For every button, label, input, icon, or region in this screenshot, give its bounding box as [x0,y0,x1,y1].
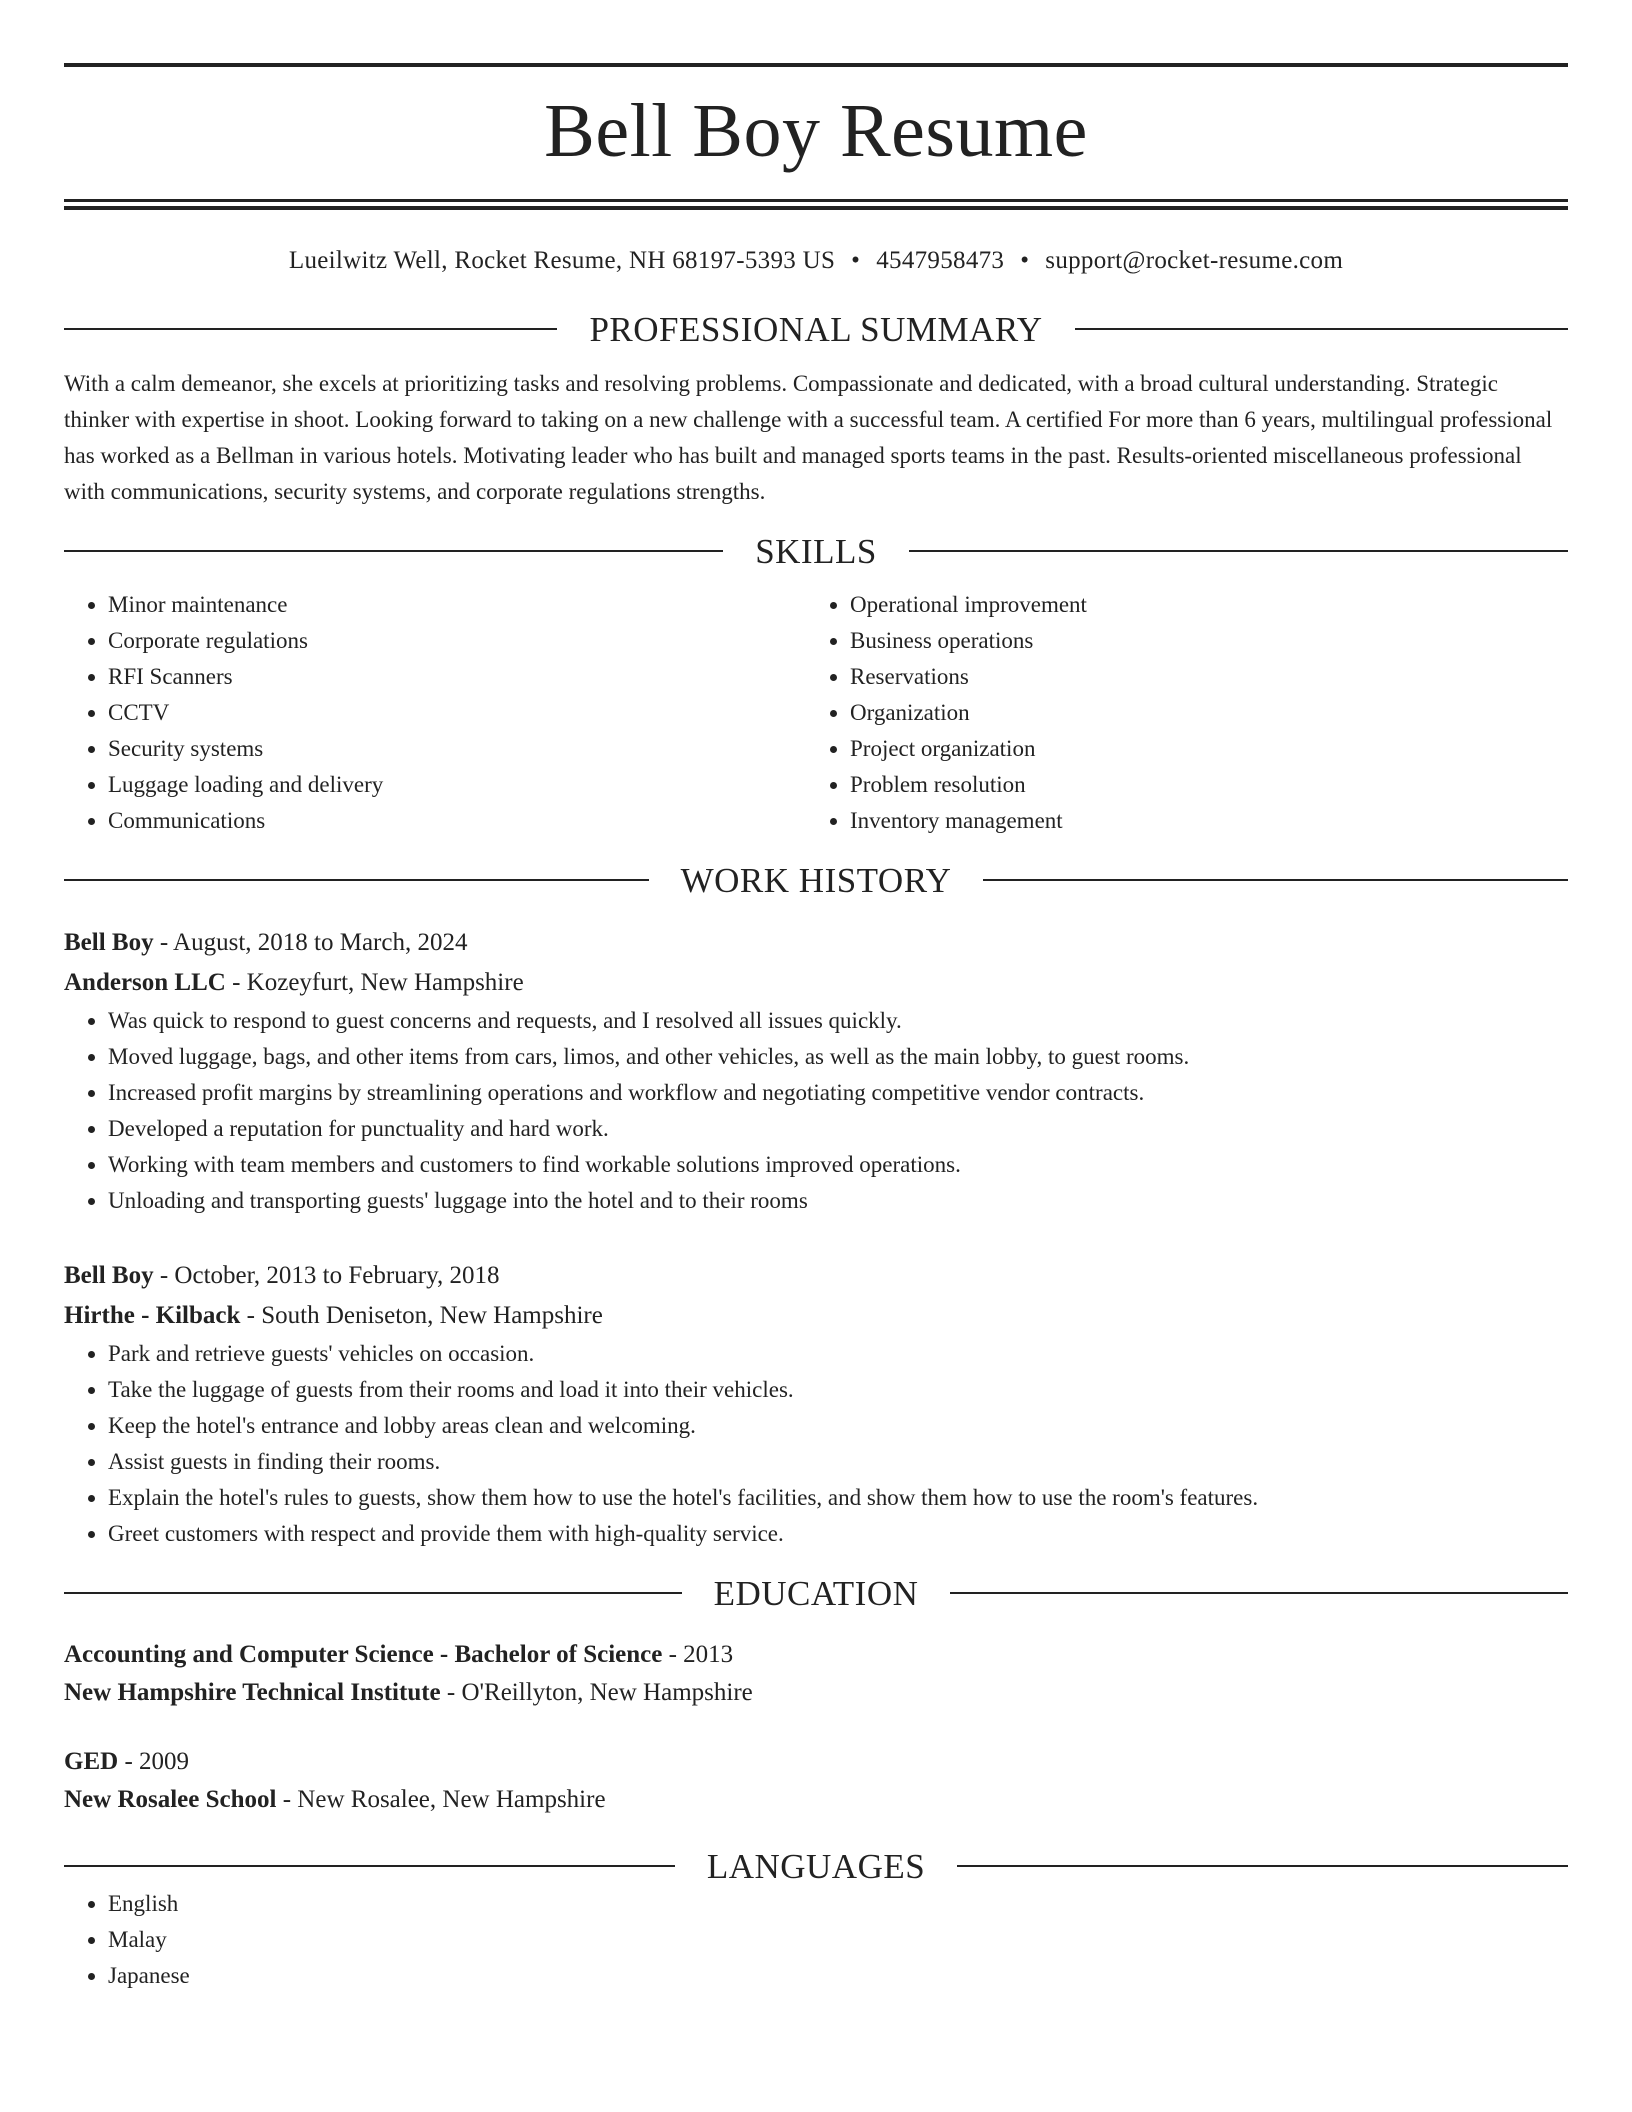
job-duty: • Park and retrieve guests' vehicles on occasion. [108,1336,1568,1372]
heading-rule [983,879,1568,881]
title-bottom-double-rule [64,199,1568,210]
heading-rule [64,1592,682,1594]
job-entry [64,1256,1568,1552]
education-location: - New Rosalee, New Hampshire [276,1786,606,1813]
job-duty: • Working with team members and customers to find workable solutions improved operations. [108,1147,1568,1183]
job-location: - Kozeyfurt, New Hampshire [225,969,524,996]
job-duty: • Take the luggage of guests from their rooms and load it into their vehicles. [108,1372,1568,1408]
education-year: - 2009 [118,1748,190,1775]
heading-rule [64,328,557,330]
job-company: Hirthe - Kilback [64,1302,241,1329]
job-location: - South Deniseton, New Hampshire [240,1302,603,1329]
job-duty: • Increased profit margins by streamlining operations and workflow and negotiating competitive vendor contracts. [108,1075,1568,1111]
skill-item: • Security systems [108,731,806,767]
job-title: Bell Boy [64,929,154,956]
section-heading-languages [64,1846,1568,1886]
section-title: LANGUAGES [706,1846,926,1886]
skills-columns [64,587,1568,839]
education-year: - 2013 [662,1641,734,1668]
job-title-line [64,1256,1568,1296]
education-location: - O'Reillyton, New Hampshire [440,1679,753,1706]
skills-column-right [806,587,1548,839]
job-company-line [64,963,1568,1003]
language-item: • Japanese [108,1958,1568,1994]
contact-email: support@rocket-resume.com [1045,247,1344,274]
summary-text: With a calm demeanor, she excels at prioritizing tasks and resolving problems. Compassionate and dedicated, with a broad cultural understanding. Strategic thinker with expertise in shoot. Looking forward to taking on a new challenge with a successful team. A certified For more than 6 years, multilingual professional has worked as a Bellman in various hotels. Motivating leader who has built and managed sports teams in the past. Results-oriented miscellaneous professional with communications, security systems, and corporate regulations strengths. [64,371,1553,504]
education-school: New Rosalee School [64,1786,277,1813]
skill-item: • Project organization [850,731,1548,767]
heading-rule [64,879,649,881]
job-dates: - October, 2013 to February, 2018 [153,1262,500,1289]
contact-separator: • [851,247,861,274]
skills-column-left [64,587,806,839]
resume-page [64,0,1568,1994]
heading-rule [909,550,1568,552]
skills-list-left [64,587,806,839]
job-duty: • Explain the hotel's rules to guests, show them how to use the hotel's facilities, and show them how to use the room's features. [108,1480,1568,1516]
section-heading-education [64,1573,1568,1613]
skill-item: • Operational improvement [850,587,1548,623]
job-duties-list [64,1336,1568,1552]
education-school-line [64,1781,1568,1819]
education-entry [64,1636,1568,1712]
skill-item: • Communications [108,803,806,839]
job-company: Anderson LLC [64,969,226,996]
contact-phone: 4547958473 [876,247,1005,274]
contact-separator: • [1020,247,1030,274]
section-title: EDUCATION [713,1573,919,1613]
job-title-line [64,923,1568,963]
section-heading-summary [64,309,1568,349]
education-school-line [64,1674,1568,1712]
heading-rule [1075,328,1568,330]
job-duties-list [64,1003,1568,1219]
contact-address: Lueilwitz Well, Rocket Resume, NH 68197-5393 US [288,247,836,274]
skills-list-right [806,587,1548,839]
skill-item: • Reservations [850,659,1548,695]
language-item: • English [108,1886,1568,1922]
job-company-line [64,1296,1568,1336]
skill-item: • Problem resolution [850,767,1548,803]
section-title: WORK HISTORY [680,860,952,900]
job-entry [64,923,1568,1219]
skill-item: • RFI Scanners [108,659,806,695]
education-entry [64,1743,1568,1819]
job-duty: • Assist guests in finding their rooms. [108,1444,1568,1480]
section-heading-work-history [64,860,1568,900]
heading-rule [64,550,723,552]
skill-item: • CCTV [108,695,806,731]
education-degree-line [64,1636,1568,1674]
job-dates: - August, 2018 to March, 2024 [153,929,468,956]
education-school: New Hampshire Technical Institute [64,1679,441,1706]
skill-item: • Corporate regulations [108,623,806,659]
contact-line [64,248,1568,273]
education-degree: Accounting and Computer Science - Bachelor of Science [64,1641,663,1668]
skill-item: • Business operations [850,623,1548,659]
skill-item: • Inventory management [850,803,1548,839]
skill-item: • Minor maintenance [108,587,806,623]
job-duty: • Moved luggage, bags, and other items from cars, limos, and other vehicles, as well as the main lobby, to guest rooms. [108,1039,1568,1075]
job-duty: • Greet customers with respect and provide them with high-quality service. [108,1516,1568,1552]
section-title: SKILLS [755,531,877,571]
language-item: • Malay [108,1922,1568,1958]
heading-rule [957,1865,1568,1867]
section-title: PROFESSIONAL SUMMARY [589,309,1043,349]
languages-list [64,1886,1568,1994]
job-duty: • Unloading and transporting guests' luggage into the hotel and to their rooms [108,1183,1568,1219]
heading-rule [950,1592,1568,1594]
job-duty: • Keep the hotel's entrance and lobby areas clean and welcoming. [108,1408,1568,1444]
education-degree-line [64,1743,1568,1781]
job-duty: • Developed a reputation for punctuality and hard work. [108,1111,1568,1147]
job-duty: • Was quick to respond to guest concerns and requests, and I resolved all issues quickly. [108,1003,1568,1039]
resume-title: Bell Boy Resume [544,89,1088,173]
education-degree: GED [64,1748,119,1775]
heading-rule [64,1865,675,1867]
skill-item: • Organization [850,695,1548,731]
section-heading-skills [64,531,1568,571]
job-title: Bell Boy [64,1262,154,1289]
skill-item: • Luggage loading and delivery [108,767,806,803]
